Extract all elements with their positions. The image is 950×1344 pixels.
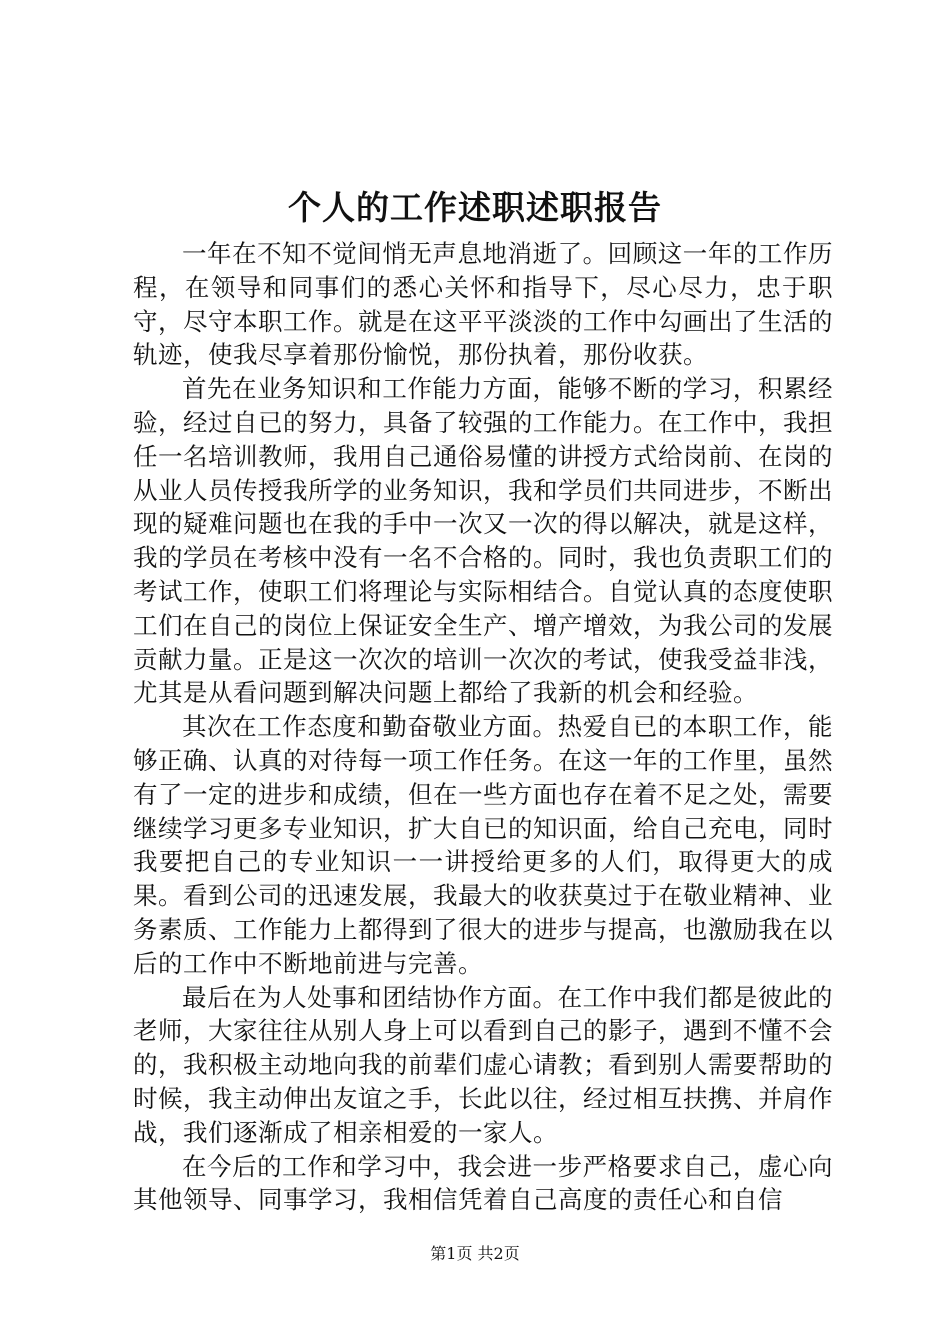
- page-footer: 第1页 共2页: [430, 1244, 520, 1263]
- paragraph-2: 首先在业务知识和工作能力方面，能够不断的学习，积累经验，经过自已的努力，具备了较强的工作能力。在工作中，我担任一名培训教师，我用自己通俗易懂的讲授方式给岗前、在岗的从业人员传授我所学的业务知识，我和学员们共同进步，不断出现的疑难问题也在我的手中一次又一次的得以解决，就是这样，我的学员在考核中没有一名不合格的。同时，我也负责职工们的考试工作，使职工们将理论与实际相结合。自觉认真的态度使职工们在自己的岗位上保证安全生产、增产增效，为我公司的发展贡献力量。正是这一次次的培训一次次的考试，使我受益非浅，尤其是从看问题到解决问题上都给了我新的机会和经验。: [133, 374, 833, 708]
- paragraph-5: 在今后的工作和学习中，我会进一步严格要求自己，虚心向其他领导、同事学习，我相信凭着自己高度的责任心和自信: [133, 1151, 833, 1215]
- paragraph-3: 其次在工作态度和勤奋敬业方面。热爱自已的本职工作，能够正确、认真的对待每一项工作任务。在这一年的工作里，虽然有了一定的进步和成绩，但在一些方面也存在着不足之处，需要继续学习更多专业知识，扩大自已的知识面，给自己充电，同时我要把自己的专业知识一一讲授给更多的人们，取得更大的成果。看到公司的迅速发展，我最大的收获莫过于在敬业精神、业务素质、工作能力上都得到了很大的进步与提高，也激励我在以后的工作中不断地前进与完善。: [133, 712, 833, 978]
- paragraph-4: 最后在为人处事和团结协作方面。在工作中我们都是彼此的老师，大家往往从别人身上可以看到自己的影子，遇到不懂不会的，我积极主动地向我的前辈们虚心请教；看到别人需要帮助的时候，我主动伸出友谊之手，长此以往，经过相互扶携、并肩作战，我们逐渐成了相亲相爱的一家人。: [133, 982, 833, 1147]
- document-title: 个人的工作述职述职报告: [288, 188, 662, 227]
- paragraph-1: 一年在不知不觉间悄无声息地消逝了。回顾这一年的工作历程，在领导和同事们的悉心关怀和指导下，尽心尽力，忠于职守，尽守本职工作。就是在这平平淡淡的工作中勾画出了生活的轨迹，使我尽享着那份愉悦，那份执着，那份收获。: [133, 239, 833, 370]
- document-body: [133, 237, 833, 1217]
